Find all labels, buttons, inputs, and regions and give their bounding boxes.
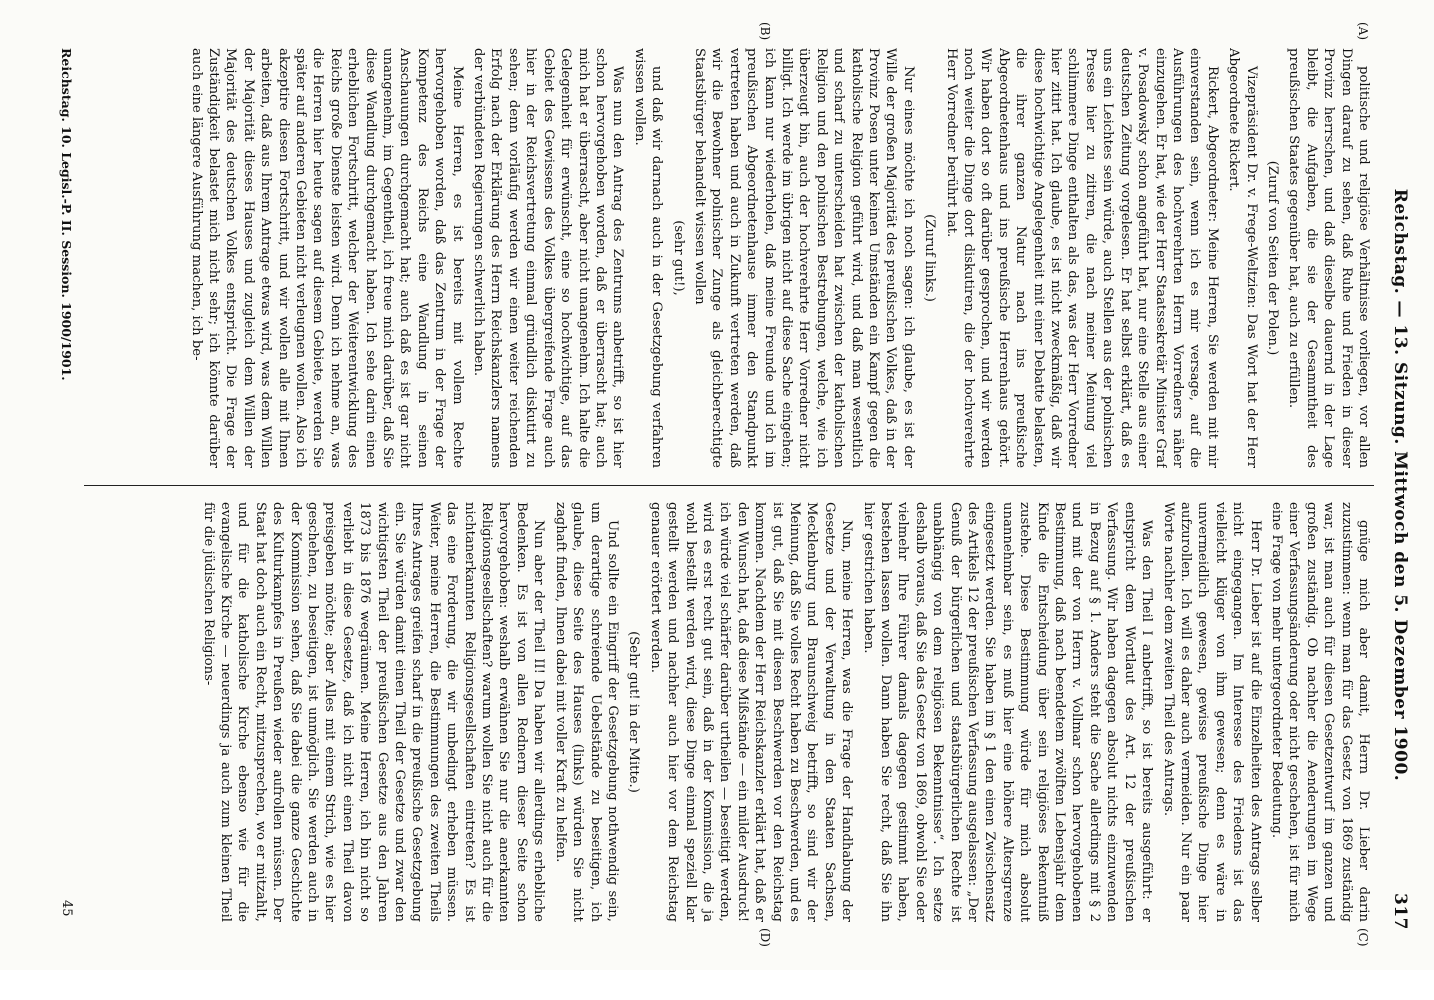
speech-paragraph: Nun aber der Theil II! Da haben wir allerdings erhebliche Bedenken. Es ist von allen Rednern dieser Seite schon hervorgehoben: weshalb erwähnen Sie nur die anerkannten Religionsgesellschaften? warum wollen Sie nicht auch für die nichtanerkannten Religionsgesellschaften eintreten? Es ist das eine Forderung, die wir unbedingt erheben müssen. Weiter, meine Herren, die Bestimmungen des zweiten Theils Ihres Antrages greifen scharf in die preußische Gesetzgebung ein. Sie würden damit einen Theil der Gesetze und zwar den wichtigsten Theil der preußischen Gesetze aus den Jahren 1873 bis 1876 wegräumen. Meine Herren, ich bin nicht so verliebt in diese Gesetze, daß ich nicht einen Theil davon preisgeben möchte; aber Alles mit einem Strich, wie es hier geschehen, zu beseitigen, ist unmöglich. Sie werden auch in der Kommission sehen, daß Sie dabei die ganze Geschichte des Kulturkampfes in Preußen wieder aufrollen müssen. Der Staat hat doch auch ein Recht, mitzusprechen, wo er mitzahlt, und für die katholische Kirche ebenso wie für die evangelische Kirche — neuerdings ja auch zum kleinen Theil für die jüdischen Religions- xyxy=(200,502,547,922)
speech-paragraph: Meine Herren, es ist bereits mit vollem Rechte hervorgehoben worden, daß das Zentrum in der Frage der Kompetenz des Reichs eine Wandlung in seinen Anschauungen durchgemacht hat; auch daß es ist gar nicht unangenehm, im Gegentheil, ich freue mich darüber, daß Sie diese Wandlung durchgemacht haben. Ich sehe darin einen erheblichen Fortschritt, welcher der Weiterentwicklung des Reichs große Dienste leisten wird. Denn ich nehme an, was die Herren hier heute sagen auf diesem Gebiete, werden Sie später auf anderen Gebieten nicht verleugnen wollen. Also ich akzeptire diesen Fortschritt, und wir wollen alle mit Ihnen arbeiten, daß aus Ihrem Antrage etwas wird, was dem Willen der Majorität dieses Hauses und zugleich dem Willen der Majorität des deutschen Volkes entspricht. Die Frage der Zuständigkeit belastet mich nicht sehr; ich könnte darüber auch eine längere Ausführung machen, ich be- xyxy=(188,48,465,468)
right-column xyxy=(82,502,1372,922)
header-page-number: 317 xyxy=(1390,893,1410,930)
speech-paragraph: gnüge mich aber damit, Herrn Dr. Lieber darin zuzustimmen: wenn man für das Gesetz von 1869 zuständig war, ist man auch für diesen Gesetzentwurf im ganzen und großen zuständig. Ob nachher die Aenderungen im Wege einer Verfassungsänderung oder nicht geschehen, ist für mich eine Frage von mehr untergeordneter Bedeutung. xyxy=(1268,502,1371,922)
speech-paragraph: Rickert, Abgeordneter: Meine Herren, Sie werden mit mir einverstanden sein, wenn ich es mir versage, auf die Ausführungen des hochverehrten Herrn Vorredners näher einzugehen. Er hat, wie der Herr Staatssekretär Minister Graf v. Posadowsky schon angeführt hat, nur eine Stelle aus einer deutschen Zeitung vorgelesen. Er hat selbst erklärt, daß es uns ein Leichtes sein würde, auch Stellen aus der polnischen Presse hier zu zitiren, die nach meiner Meinung viel schlimmere Dinge enthalten als das, was der Herr Vorredner hier zitirt hat. Ich glaube, es ist nicht zweckmäßig, daß wir diese hochwichtige Angelegenheit mit einer Debatte belasten, die ihrer ganzen Natur nach ins preußische Abgeordnetenhaus und ins preußische Herrenhaus gehört. Wir haben dort so oft darüber gesprochen, und wir werden noch weiter die Dinge dort diskutiren, die der hochverehrte Herr Vorredner berührt hat. xyxy=(943,48,1220,468)
speech-paragraph: Nur eines möchte ich noch sagen: ich glaube, es ist der Wille der großen Majorität des preußischen Volkes, daß in der Provinz Posen unter keinen Umständen ein Kampf gegen die katholische Religion geführt wird, und daß man wesentlich und scharf zu unterscheiden hat zwischen der katholischen Religion und den polnischen Bestrebungen, welche, wie ich überzeugt bin, auch der hochverehrte Herr Vorredner nicht billigt. Ich werde im übrigen nicht auf diese Sache eingehen; ich kann nur wiederholen, daß meine Freunde und ich im preußischen Abgeordnetenhause immer den Standpunkt vertreten haben und auch in Zukunft vertreten werden, daß wir die Bewohner polnischer Zunge als gleichberechtigte Staatsbürger behandelt wissen wollen xyxy=(691,48,916,468)
interjection: (sehr gut!), xyxy=(670,220,686,296)
left-column xyxy=(82,48,1372,468)
margin-marker-b: (B) xyxy=(758,22,772,41)
signature-number: 45 xyxy=(59,900,74,917)
interjection: (Sehr gut! in der Mitte.) xyxy=(626,631,642,793)
speech-paragraph: Herr Dr. Lieber ist auf die Einzelheiten des Antrags selber nicht eingegangen. Im Interesse des Friedens ist das vielleicht klüger von ihm gewesen; denn es wäre in unvermeidlich gewesen, gewisse preußische Dinge hier aufzurollen. Ich will es daher auch vermeiden. Nur ein paar Worte nachher dem zweiten Theil des Antrags. xyxy=(1160,502,1263,922)
page-footer: Reichstag. 10. Legisl.-P. II. Session. 1900/1901. xyxy=(59,48,74,381)
speech-paragraph: Was nun den Antrag des Zentrums anbetrifft, so ist hier schon hervorgehoben worden, daß er überrascht hat; auch mich hat er überrascht, aber nicht unangenehm. Ich halte die Gelegenheit für erwünscht, eine so hochwichtige, auf das Gebiet des Gewissens des Volkes übergreifende Frage auch hier in der Reichsvertretung einmal gründlich diskutirt zu sehen; denn vorläufig werden wir einen weiter reichenden Erfolg nach der Erklärung des Herrn Reichskanzlers namens der verbündeten Regierungen schwerlich haben. xyxy=(471,48,626,468)
speech-paragraph: und daß wir darnach auch in der Gesetzgebung verfahren wissen wollen. xyxy=(631,48,665,468)
speech-paragraph: Nun, meine Herren, was die Frage der Handhabung der Gesetze und der Verwaltung in den Staaten Sachsen, Mecklenburg und Braunschweig betrifft, so sind wir der Meinung, daß Sie volles Recht haben zu Beschwerden, und es ist gut, daß Sie mit diesen Beschwerden vor den Reichstag kommen. Nachdem der Herr Reichskanzler erklärt hat, daß er den Wunsch hat, daß diese Mißstände — ein milder Ausdruck! ich würde viel schärfer darüber urtheilen — beseitigt werden, wird es erst recht gut sein, daß in der Kommission, die ja wohl bestellt werden wird, diese Dinge einmal speziell klar gestellt werden und nachher auch hier vor dem Reichstag genauer erörtert werden. xyxy=(647,502,855,922)
column-divider xyxy=(84,485,1374,486)
interjection: (Zuruf links.) xyxy=(922,214,938,302)
page-header xyxy=(1382,40,1416,930)
margin-marker-d: (D) xyxy=(758,928,772,947)
speech-paragraph: Was den Theil I anbetrifft, so ist bereits ausgeführt: er entspricht dem Wortlaut des Art. 12 der preußischen Verfassung. Wir haben dagegen absolut nichts einzuwenden in Bezug auf § 1. Anders steht die Sache allerdings mit § 2 und mit der von Herrn v. Vollmar schon hervorgehobenen Bestimmung, daß nach beendetem zwölften Lebensjahr dem Kinde die Entscheidung über sein religiöses Bekenntniß zustehe. Diese Bestimmung würde für mich absolut unannehmbar sein, es muß hier eine höhere Altersgrenze eingesetzt werden. Sie haben im § 1 den einen Zwischensatz des Artikels 12 der preußischen Verfassung ausgelassen: „Der Genuß der bürgerlichen und staatsbürgerlichen Rechte ist unabhängig von dem religiösen Bekenntnisse“. Ich setze deshalb voraus, daß Sie das Gesetz von 1869, obwohl Sie oder vielmehr Ihre Führer damals dagegen gestimmt haben, bestehen lassen wollen. Dann haben Sie recht, daß Sie ihn hier gestrichen haben. xyxy=(860,502,1155,922)
paragraph: politische und religiöse Verhältnisse vorliegen, vor allen Dingen darauf zu sehen, daß Ruhe und Frieden in dieser Provinz herrschen, und daß dieselbe dauernd in der Lage bleibt, die Aufgaben, die sie der Gesammtheit des preußischen Staates gegenüber hat, auch zu erfüllen. xyxy=(1286,48,1371,468)
header-title: Reichstag. — 13. Sitzung. Mittwoch den 5. Dezember 1900. xyxy=(1390,188,1410,782)
speaker-paragraph: Vizepräsident Dr. v. Frege-Weltzien: Das Wort hat der Herr Abgeordnete Rickert. xyxy=(1226,48,1259,468)
speech-paragraph: Und sollte ein Eingriff der Gesetzgebung nothwendig sein, um derartige schreiende Uebelstände zu beseitigen, ich glaube, diese Seite des Hauses (links) würden Sie nicht zaghaft finden, Ihnen dabei mit voller Kraft zu helfen. xyxy=(552,502,620,922)
margin-marker-a: (A) xyxy=(1356,22,1370,41)
margin-marker-c: (C) xyxy=(1356,928,1370,947)
interjection: (Zuruf von Seiten der Polen.) xyxy=(1264,160,1280,356)
